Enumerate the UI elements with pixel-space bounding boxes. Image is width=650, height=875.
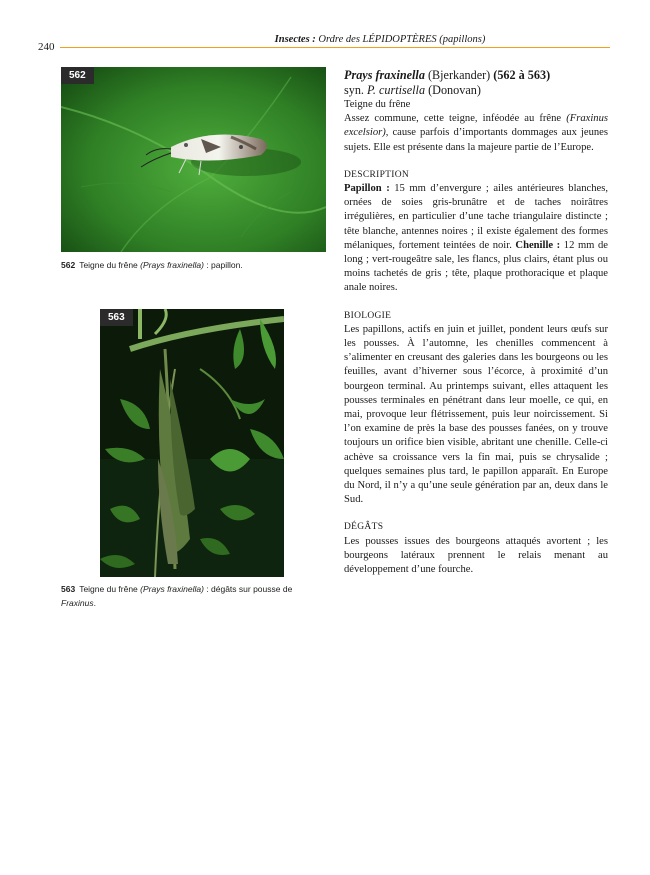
species-text-column [344, 68, 608, 577]
synonym [344, 83, 608, 98]
species-title [344, 68, 608, 83]
moth-photo [61, 67, 326, 252]
caption-text-end: . [93, 598, 96, 608]
caption-text: Teigne du frêne [79, 584, 141, 594]
figure-references: (562 à 563) [493, 68, 551, 82]
moth-on-leaf-image [61, 67, 326, 252]
figure-number-563: 563 [100, 309, 133, 326]
running-head [150, 34, 610, 45]
intro-paragraph [344, 112, 608, 155]
caption-number: 562 [61, 260, 76, 270]
caption-species: (Prays fraxinella) [140, 584, 204, 594]
synonym-name: P. curtisella [367, 83, 426, 97]
papillon-label: Papillon : [344, 183, 390, 195]
papillon-text: 15 mm d’envergure ; ailes antérieures blanches, ornées de soies gris-brunâtre et de taches noirâtres irrégulières, en particulier d’une tache triangulaire distincte ; tête blanche, antennes noires ; il existe également des formes mélaniques, fortement teintées de noir. [344, 183, 608, 251]
figure-caption-563 [61, 582, 327, 610]
running-head-order: Ordre des LÉPIDOPTÈRES (papillons) [315, 34, 486, 45]
caption-text-end: : papillon. [203, 260, 243, 270]
section-heading-description: DESCRIPTION [344, 169, 410, 180]
description-paragraph [344, 182, 608, 296]
caption-species: (Prays fraxinella) [140, 260, 204, 270]
chenille-label: Chenille : [515, 239, 561, 251]
page-number: 240 [38, 41, 55, 53]
biologie-paragraph: Les papillons, actifs en juin et juillet, pondent leurs œufs sur les pousses. À l’automne, les chenilles commencent à s’alimenter en creusant des galeries dans les bourgeons ou les feuilles, avant d’hiverner sous l’écorce, à proximité d’un bourgeon terminal. Au printemps suivant, elles attaquent les pousses terminales en pénétrant dans leur moelle, ce qui, en mai, provoque leur flétrissement, puis leur noircissement. Si l’on examine de près la base des pousses fanées, on y trouve toujours un orifice bien visible, abritant une chenille. Celle-ci achève sa croissance vers la fin mai, puis se chrysalide ; quelques semaines plus tard, le papillon apparaît. En Europe du Nord, il n’y a qu’une seule génération par an, deux dans le Sud. [344, 323, 608, 506]
shoot-damage-photo [100, 309, 284, 577]
figure-caption-562 [61, 258, 327, 272]
chenille-text: 12 mm de long ; vert-rougeâtre sale, les flancs, plus clairs, étant plus ou moins tachetés de gris ; tête, plaque prothoracique et plaque anale noires. [344, 239, 608, 294]
caption-number: 563 [61, 584, 76, 594]
intro-text: Assez commune, cette teigne, inféodée au frêne [344, 113, 567, 125]
species-author: (Bjerkander) [424, 68, 494, 82]
running-head-class: Insectes : [274, 34, 316, 45]
host-plant-name: (Fraxinus excelsior) [344, 113, 608, 139]
degats-paragraph: Les pousses issues des bourgeons attaqués avortent ; les bourgeons latéraux prennent le relais menant au développement d’une fourche. [344, 535, 608, 576]
section-heading-biologie: BIOLOGIE [344, 310, 392, 321]
figure-number-562: 562 [61, 67, 94, 84]
synonym-author: (Donovan) [425, 83, 481, 97]
section-heading-degats: DÉGÂTS [344, 522, 384, 533]
damaged-ash-shoot-image [100, 309, 284, 577]
intro-text-end: , cause parfois d’importants dommages aux jeunes sujets. Elle est présente dans la majeure partie de l’Europe. [344, 127, 608, 153]
species-name: Prays fraxinella [344, 68, 425, 82]
caption-text: Teigne du frêne [79, 260, 141, 270]
synonym-prefix: syn. [344, 83, 368, 97]
caption-genus: Fraxinus [61, 598, 94, 608]
header-rule [60, 47, 610, 48]
common-name: Teigne du frêne [344, 99, 411, 110]
caption-text-mid: : dégâts sur pousse de [203, 584, 293, 594]
